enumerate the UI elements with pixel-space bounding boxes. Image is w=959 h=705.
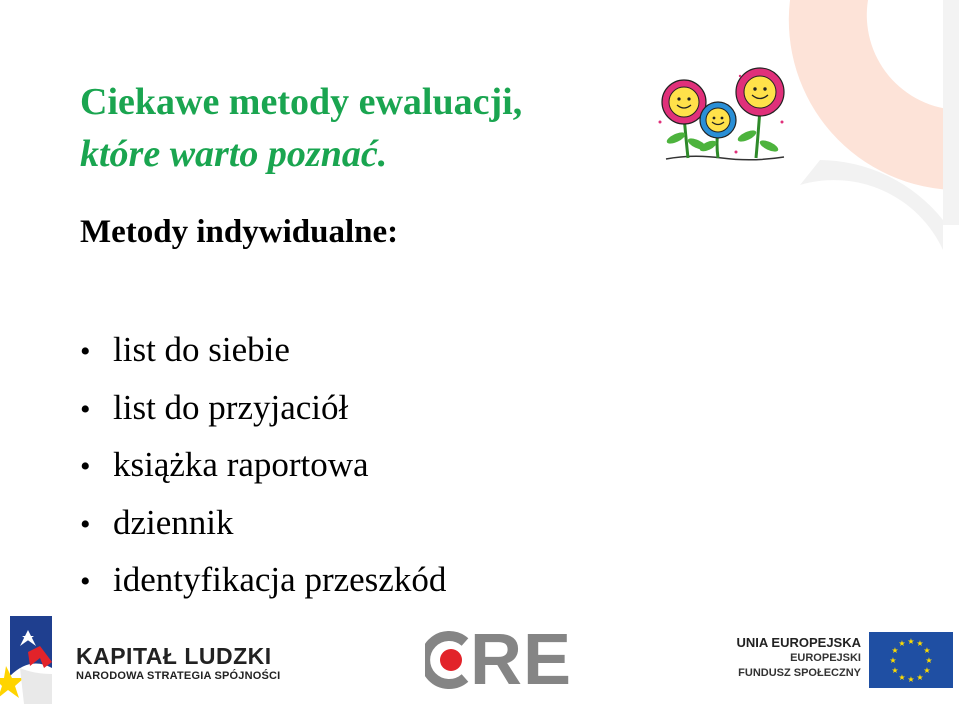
eu-line-3: FUNDUSZ SPOŁECZNY: [738, 667, 861, 679]
svg-text:★: ★: [916, 673, 924, 682]
kapital-ludzki-text: [76, 644, 280, 682]
bullet-icon: •: [80, 335, 91, 368]
bullet-icon: •: [80, 507, 91, 541]
svg-text:★: ★: [907, 675, 915, 684]
eu-text: [737, 634, 861, 681]
list-item: • dziennik: [80, 495, 446, 553]
svg-text:★: ★: [891, 646, 899, 655]
list-item: • list do siebie: [80, 322, 446, 380]
svg-text:★: ★: [891, 666, 899, 675]
methods-list: [80, 322, 446, 610]
eu-line-2: EUROPEJSKI: [790, 652, 861, 664]
eu-line-1: UNIA EUROPEJSKA: [736, 635, 861, 650]
svg-text:★: ★: [907, 637, 915, 646]
svg-text:★: ★: [923, 666, 931, 675]
ore-logo-text: RE: [470, 620, 573, 700]
svg-text:★: ★: [923, 646, 931, 655]
svg-text:★: ★: [925, 656, 933, 665]
flowers-clipart: [652, 64, 792, 164]
bullet-icon: •: [80, 392, 91, 426]
title-line-1: Ciekawe metody ewaluacji,: [80, 81, 523, 123]
list-item: • książka raportowa: [80, 437, 446, 495]
eu-flag-icon: [869, 632, 953, 688]
bullet-icon: •: [80, 450, 91, 483]
list-item: • list do przyjaciół: [80, 380, 446, 438]
kapital-ludzki-subtitle: NARODOWA STRATEGIA SPÓJNOŚCI: [76, 670, 281, 682]
slide-title: [80, 76, 522, 180]
section-heading: Metody indywidualne:: [80, 214, 399, 250]
ore-logo-icon: [425, 630, 473, 690]
title-line-2: które warto poznać.: [80, 133, 388, 175]
svg-text:★: ★: [916, 639, 924, 648]
bullet-icon: •: [80, 565, 91, 598]
kapital-ludzki-title: KAPITAŁ LUDZKI: [76, 643, 272, 669]
svg-text:★: ★: [898, 673, 906, 682]
list-item: • identyfikacja przeszkód: [80, 552, 446, 610]
kapital-ludzki-logo: [0, 616, 70, 705]
svg-text:★: ★: [889, 656, 897, 665]
svg-text:★: ★: [898, 639, 906, 648]
